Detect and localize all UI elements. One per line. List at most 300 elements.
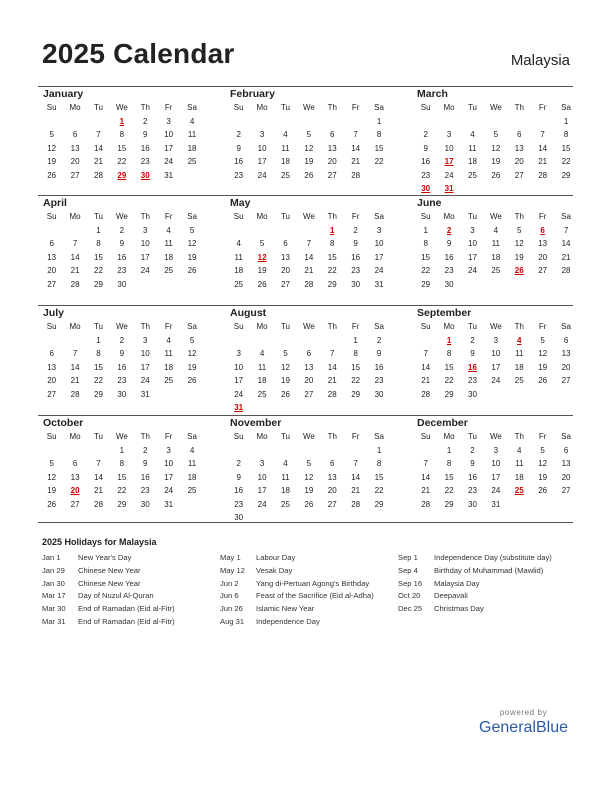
- day-cell: 30: [444, 279, 454, 289]
- weekday-header: Mo: [256, 212, 268, 221]
- day-cell: 7: [96, 130, 101, 139]
- month-title: November: [230, 417, 282, 429]
- day-cell: 9: [119, 349, 125, 358]
- day-cell: 17: [374, 252, 384, 262]
- empty-day-cell: [40, 224, 63, 238]
- day-cell: 2: [470, 445, 475, 455]
- empty-day-cell: [63, 115, 86, 129]
- holiday-day-cell: 1: [330, 225, 335, 235]
- day-cell: 18: [514, 362, 524, 372]
- day-cell: 1: [563, 116, 569, 126]
- day-cell: 22: [444, 486, 454, 495]
- weekday-header: Mo: [69, 432, 81, 441]
- day-cell: 25: [187, 157, 197, 166]
- holiday-day-cell: 6: [540, 225, 545, 235]
- holiday-column: [398, 552, 576, 629]
- day-cell: 5: [189, 335, 195, 345]
- day-cell: 9: [119, 239, 125, 248]
- day-cell: 19: [187, 252, 197, 262]
- day-cell: 7: [540, 130, 545, 139]
- empty-day-cell: [87, 444, 110, 458]
- day-cell: 23: [117, 266, 127, 275]
- day-cell: 10: [491, 349, 501, 358]
- day-cell: 16: [421, 157, 431, 166]
- empty-day-cell: [321, 334, 344, 348]
- empty-day-cell: [87, 115, 110, 129]
- weekday-header: Mo: [443, 103, 455, 112]
- day-cell: 2: [119, 225, 125, 235]
- day-cell: 24: [140, 266, 150, 275]
- day-cell: 7: [330, 349, 335, 358]
- day-cell: 4: [166, 335, 171, 345]
- holiday-row: [42, 578, 220, 591]
- day-cell: 21: [327, 376, 337, 385]
- weekday-header: Su: [46, 103, 57, 112]
- weekday-header: Sa: [374, 103, 384, 112]
- day-cell: 2: [423, 130, 428, 139]
- day-cell: 22: [94, 266, 103, 275]
- day-cell: 24: [257, 170, 267, 180]
- day-cell: 2: [143, 445, 148, 455]
- holiday-date: Sep 1: [398, 553, 418, 562]
- weekday-header: Mo: [256, 322, 268, 331]
- empty-day-cell: [250, 444, 273, 458]
- day-cell: 19: [491, 157, 501, 166]
- holiday-row: [220, 552, 398, 565]
- day-cell: 18: [164, 362, 174, 372]
- month-december: [414, 417, 578, 511]
- day-cell: 3: [493, 445, 499, 455]
- day-cell: 20: [561, 362, 571, 372]
- day-cell: 15: [374, 472, 384, 482]
- row-divider: [38, 86, 573, 87]
- weekday-header: Fr: [538, 432, 547, 441]
- day-cell: 10: [140, 239, 150, 248]
- day-cell: 19: [304, 157, 314, 166]
- day-cell: 21: [538, 157, 548, 166]
- day-cell: 23: [374, 376, 384, 385]
- weekday-header: Sa: [561, 322, 571, 331]
- weekday-header: Th: [514, 212, 524, 221]
- weekday-header: Sa: [374, 322, 384, 331]
- empty-day-cell: [274, 334, 297, 348]
- day-cell: 24: [140, 376, 150, 385]
- day-cell: 26: [47, 499, 57, 509]
- weekday-header: Th: [327, 212, 337, 221]
- holiday-date: Mar 30: [42, 604, 66, 614]
- day-cell: 29: [94, 279, 103, 289]
- day-cell: 30: [374, 389, 384, 399]
- day-cell: 19: [257, 266, 267, 275]
- holiday-date: May 12: [220, 565, 245, 575]
- day-cell: 25: [281, 170, 290, 180]
- day-cell: 22: [117, 157, 127, 166]
- day-cell: 6: [283, 239, 288, 248]
- empty-day-cell: [227, 334, 250, 348]
- holiday-row: [398, 578, 576, 591]
- holiday-name: Deepavali: [434, 591, 468, 601]
- day-cell: 14: [351, 143, 361, 153]
- month-day-grid: [227, 430, 391, 525]
- holiday-date: Jan 29: [42, 565, 65, 575]
- holiday-day-cell: 16: [468, 362, 477, 372]
- holiday-name: Feast of the Sacrifice (Eid al-Adha): [256, 591, 374, 601]
- day-cell: 11: [187, 459, 197, 468]
- weekday-header: Su: [233, 212, 244, 221]
- day-cell: 12: [281, 362, 290, 372]
- day-cell: 17: [257, 157, 267, 166]
- weekday-header: Th: [140, 322, 150, 331]
- day-cell: 12: [491, 143, 501, 153]
- day-cell: 21: [304, 266, 314, 275]
- day-cell: 25: [514, 376, 524, 385]
- row-divider: [38, 305, 573, 306]
- day-cell: 4: [283, 459, 288, 468]
- day-cell: 29: [94, 389, 103, 399]
- holiday-name: Birthday of Muhammad (Mawlid): [434, 565, 544, 575]
- day-cell: 13: [70, 143, 80, 153]
- empty-day-cell: [414, 334, 437, 348]
- day-cell: 14: [94, 143, 103, 153]
- day-cell: 4: [166, 225, 171, 235]
- day-cell: 10: [140, 349, 150, 358]
- month-day-grid: [414, 210, 578, 291]
- empty-day-cell: [40, 444, 63, 458]
- day-cell: 25: [281, 499, 290, 509]
- holiday-date: Mar 31: [42, 616, 66, 626]
- day-cell: 27: [538, 266, 548, 275]
- holiday-name: Day of Nuzul Al-Quran: [78, 591, 154, 601]
- day-cell: 12: [538, 459, 548, 468]
- day-cell: 11: [234, 252, 243, 262]
- weekday-header: Tu: [467, 432, 477, 441]
- weekday-header: We: [489, 432, 502, 441]
- holiday-name: New Year's Day: [78, 553, 132, 562]
- weekday-header: Tu: [93, 322, 103, 331]
- holiday-row: [398, 552, 576, 565]
- weekday-header: Fr: [164, 103, 173, 112]
- day-cell: 17: [140, 362, 150, 372]
- holiday-day-cell: 31: [444, 184, 454, 193]
- empty-day-cell: [508, 115, 531, 129]
- day-cell: 20: [304, 376, 314, 385]
- holiday-day-cell: 1: [119, 116, 125, 126]
- day-cell: 21: [70, 266, 80, 275]
- day-cell: 11: [515, 459, 524, 468]
- holiday-column: [42, 552, 220, 629]
- weekday-header: Th: [140, 103, 150, 112]
- holiday-row: [398, 590, 576, 603]
- day-cell: 13: [70, 472, 80, 482]
- day-cell: 10: [468, 239, 477, 248]
- day-cell: 11: [257, 362, 267, 372]
- month-october: [40, 417, 204, 511]
- day-cell: 2: [376, 335, 382, 345]
- day-cell: 3: [376, 225, 382, 235]
- day-cell: 20: [327, 486, 337, 495]
- day-cell: 14: [70, 362, 80, 372]
- day-cell: 23: [421, 170, 431, 180]
- day-cell: 10: [444, 143, 454, 153]
- day-cell: 1: [353, 335, 358, 345]
- day-cell: 31: [374, 279, 384, 289]
- month-day-grid: [227, 101, 391, 182]
- day-cell: 9: [423, 143, 428, 153]
- day-cell: 21: [561, 252, 571, 262]
- holiday-date: Oct 20: [398, 591, 421, 601]
- day-cell: 14: [94, 472, 103, 482]
- month-september: [414, 307, 578, 401]
- day-cell: 4: [517, 445, 522, 455]
- holiday-date: Jun 26: [220, 604, 243, 614]
- weekday-header: Su: [420, 432, 431, 441]
- weekday-header: Su: [420, 103, 431, 112]
- empty-day-cell: [321, 444, 344, 458]
- day-cell: 26: [187, 376, 197, 385]
- day-cell: 23: [468, 376, 477, 385]
- month-january: [40, 88, 204, 182]
- holiday-row: [220, 565, 398, 578]
- day-cell: 17: [140, 252, 150, 262]
- day-cell: 19: [187, 362, 197, 372]
- month-title: October: [43, 417, 84, 429]
- weekday-header: Su: [46, 432, 57, 441]
- weekday-header: Sa: [187, 322, 197, 331]
- day-cell: 15: [94, 252, 103, 262]
- month-title: June: [417, 197, 442, 209]
- empty-day-cell: [531, 115, 554, 129]
- empty-day-cell: [63, 334, 86, 348]
- day-cell: 9: [143, 130, 148, 139]
- day-cell: 5: [283, 349, 288, 358]
- day-cell: 13: [304, 362, 314, 372]
- day-cell: 28: [538, 170, 548, 180]
- day-cell: 12: [304, 472, 314, 482]
- weekday-header: Fr: [351, 212, 360, 221]
- day-cell: 27: [47, 389, 57, 399]
- day-cell: 22: [327, 266, 337, 275]
- weekday-header: Su: [420, 322, 431, 331]
- month-august: [227, 307, 391, 415]
- weekday-header: Fr: [538, 103, 547, 112]
- day-cell: 24: [444, 170, 454, 180]
- day-cell: 5: [49, 459, 54, 468]
- weekday-header: We: [115, 212, 128, 221]
- day-cell: 10: [234, 362, 244, 372]
- weekday-header: Mo: [69, 212, 81, 221]
- day-cell: 5: [306, 459, 312, 468]
- day-cell: 13: [327, 143, 337, 153]
- day-cell: 1: [119, 445, 125, 455]
- day-cell: 27: [304, 389, 314, 399]
- day-cell: 8: [446, 349, 452, 358]
- month-title: January: [43, 88, 84, 100]
- day-cell: 11: [187, 130, 197, 139]
- day-cell: 18: [164, 252, 174, 262]
- day-cell: 27: [514, 170, 524, 180]
- day-cell: 12: [304, 143, 314, 153]
- empty-day-cell: [484, 115, 507, 129]
- day-cell: 8: [119, 459, 125, 468]
- holiday-row: [42, 590, 220, 603]
- day-cell: 12: [538, 349, 548, 358]
- day-cell: 16: [234, 157, 244, 166]
- weekday-header: Su: [46, 212, 57, 221]
- day-cell: 9: [376, 349, 382, 358]
- holiday-date: Dec 25: [398, 604, 423, 614]
- holiday-row: [42, 603, 220, 616]
- day-cell: 3: [470, 225, 475, 235]
- day-cell: 30: [117, 389, 127, 399]
- day-cell: 11: [281, 472, 290, 482]
- day-cell: 3: [236, 349, 241, 358]
- day-cell: 4: [470, 130, 475, 139]
- weekday-header: Tu: [467, 103, 477, 112]
- day-cell: 24: [164, 157, 174, 166]
- weekday-header: Mo: [256, 103, 268, 112]
- weekday-header: We: [302, 212, 315, 221]
- weekday-header: Fr: [538, 322, 547, 331]
- holiday-name: Chinese New Year: [78, 578, 141, 588]
- day-cell: 17: [491, 472, 501, 482]
- day-cell: 27: [281, 279, 290, 289]
- day-cell: 26: [538, 376, 548, 385]
- day-cell: 7: [306, 239, 312, 248]
- day-cell: 25: [164, 266, 174, 275]
- empty-day-cell: [227, 444, 250, 458]
- day-cell: 14: [351, 472, 361, 482]
- empty-day-cell: [344, 444, 367, 458]
- day-cell: 6: [49, 349, 54, 358]
- day-cell: 14: [70, 252, 80, 262]
- day-cell: 8: [119, 130, 125, 139]
- day-cell: 24: [468, 266, 477, 275]
- day-cell: 7: [423, 349, 428, 358]
- weekday-header: Th: [327, 432, 337, 441]
- day-cell: 5: [540, 335, 545, 345]
- day-cell: 6: [330, 459, 335, 468]
- day-cell: 20: [514, 157, 524, 166]
- holiday-date: Sep 16: [398, 578, 423, 588]
- day-cell: 14: [561, 239, 571, 248]
- day-cell: 19: [538, 362, 548, 372]
- day-cell: 16: [140, 143, 150, 153]
- day-cell: 30: [468, 389, 477, 399]
- day-cell: 7: [353, 459, 358, 468]
- day-cell: 16: [234, 486, 244, 495]
- day-cell: 23: [117, 376, 127, 385]
- day-cell: 6: [49, 239, 54, 248]
- weekday-header: Tu: [280, 432, 290, 441]
- day-cell: 4: [493, 225, 499, 235]
- weekday-header: Mo: [443, 212, 455, 221]
- weekday-header: We: [489, 322, 502, 331]
- day-cell: 15: [561, 143, 571, 153]
- day-cell: 23: [234, 170, 244, 180]
- holiday-date: Sep 4: [398, 565, 418, 575]
- holiday-day-cell: 30: [421, 184, 431, 193]
- day-cell: 23: [140, 157, 150, 166]
- month-title: September: [417, 307, 472, 319]
- holiday-date: Mar 17: [42, 591, 66, 601]
- day-cell: 9: [470, 459, 475, 468]
- day-cell: 27: [561, 376, 571, 385]
- day-cell: 31: [164, 170, 174, 180]
- empty-day-cell: [250, 334, 273, 348]
- day-cell: 8: [96, 239, 101, 248]
- day-cell: 25: [234, 279, 244, 289]
- day-cell: 3: [259, 130, 265, 139]
- day-cell: 7: [72, 349, 78, 358]
- day-cell: 19: [47, 486, 57, 495]
- month-day-grid: [414, 101, 578, 196]
- empty-day-cell: [40, 115, 63, 129]
- holiday-day-cell: 31: [234, 403, 244, 412]
- day-cell: 21: [70, 376, 80, 385]
- day-cell: 29: [327, 279, 337, 289]
- day-cell: 5: [306, 130, 312, 139]
- day-cell: 12: [187, 349, 197, 358]
- day-cell: 2: [470, 335, 475, 345]
- day-cell: 28: [421, 389, 431, 399]
- day-cell: 1: [96, 335, 101, 345]
- day-cell: 24: [374, 266, 384, 275]
- day-cell: 6: [563, 335, 569, 345]
- day-cell: 16: [374, 362, 384, 372]
- day-cell: 25: [257, 389, 267, 399]
- day-cell: 13: [561, 349, 571, 358]
- day-cell: 8: [353, 349, 358, 358]
- brand-footer: [479, 708, 568, 737]
- empty-day-cell: [461, 115, 484, 129]
- holiday-row: [220, 616, 398, 629]
- weekday-header: Tu: [467, 212, 477, 221]
- day-cell: 30: [234, 513, 244, 522]
- weekday-header: Sa: [374, 212, 384, 221]
- day-cell: 15: [351, 362, 361, 372]
- day-cell: 14: [327, 362, 337, 372]
- weekday-header: Fr: [351, 322, 360, 331]
- day-cell: 23: [140, 486, 150, 495]
- empty-day-cell: [63, 444, 86, 458]
- day-cell: 11: [515, 349, 524, 358]
- day-cell: 9: [446, 239, 452, 248]
- day-cell: 1: [376, 445, 382, 455]
- holiday-section: [42, 537, 582, 629]
- month-march: [414, 88, 578, 196]
- empty-day-cell: [274, 224, 297, 238]
- weekday-header: Tu: [93, 212, 103, 221]
- month-june: [414, 197, 578, 291]
- day-cell: 30: [117, 279, 127, 289]
- weekday-header: Sa: [561, 432, 571, 441]
- day-cell: 22: [374, 486, 384, 495]
- month-title: December: [417, 417, 468, 429]
- day-cell: 24: [491, 376, 501, 385]
- weekday-header: Tu: [467, 322, 477, 331]
- day-cell: 28: [561, 266, 571, 275]
- day-cell: 18: [281, 486, 290, 495]
- day-cell: 29: [561, 170, 571, 180]
- day-cell: 15: [94, 362, 103, 372]
- day-cell: 22: [444, 376, 454, 385]
- day-cell: 6: [330, 130, 335, 139]
- powered-by-text: powered by: [499, 708, 548, 717]
- day-cell: 5: [189, 225, 195, 235]
- empty-day-cell: [274, 115, 297, 129]
- day-cell: 1: [423, 225, 428, 235]
- day-cell: 14: [538, 143, 548, 153]
